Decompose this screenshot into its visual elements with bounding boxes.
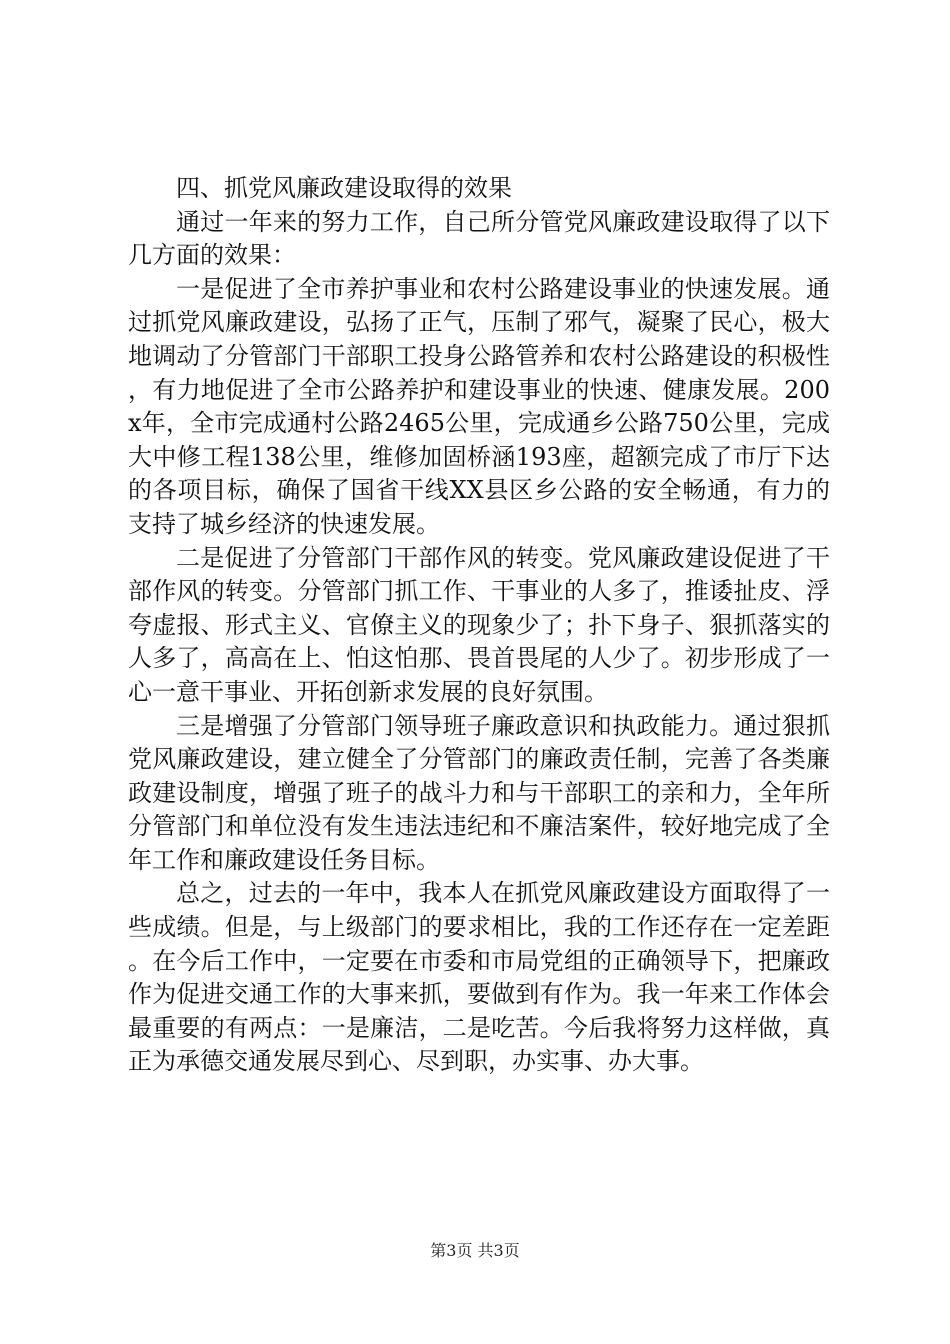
section-heading: 四、抓党风廉政建设取得的效果 bbox=[176, 174, 512, 202]
paragraph-conclusion: 总之，过去的一年中，我本人在抓党风廉政建设方面取得了一些成绩。但是，与上级部门的要求相比，我的工作还存在一定差距。在今后工作中，一定要在市委和市局党组的正确领导下，把廉政作为促进交通工作的大事来抓，要做到有作为。我一年来工作体会最重要的有两点：一是廉洁，二是吃苦。今后我将努力这样做，真正为承德交通发展尽到心、尽到职，办实事、办大事。 bbox=[128, 879, 830, 1076]
document-body bbox=[128, 172, 830, 1079]
page-number-footer: 第3页 共3页 bbox=[430, 1241, 520, 1260]
paragraph-intro: 通过一年来的努力工作，自己所分管党风廉政建设取得了以下几方面的效果： bbox=[128, 207, 830, 270]
paragraph-point-one: 一是促进了全市养护事业和农村公路建设事业的快速发展。通过抓党风廉政建设，弘扬了正气，压制了邪气，凝聚了民心，极大地调动了分管部门干部职工投身公路管养和农村公路建设的积极性，有力地促进了全市公路养护和建设事业的快速、健康发展。200x年，全市完成通村公路2465公里，完成通乡公路750公里，完成大中修工程138公里，维修加固桥涵193座，超额完成了市厅下达的各项目标，确保了国省干线XX县区乡公路的安全畅通，有力的支持了城乡经济的快速发展。 bbox=[128, 274, 830, 538]
paragraph-point-two: 二是促进了分管部门干部作风的转变。党风廉政建设促进了干部作风的转变。分管部门抓工作、干事业的人多了，推诿扯皮、浮夸虚报、形式主义、官僚主义的现象少了；扑下身子、狠抓落实的人多了，高高在上、怕这怕那、畏首畏尾的人少了。初步形成了一心一意干事业、开拓创新求发展的良好氛围。 bbox=[128, 543, 830, 706]
paragraph-point-three: 三是增强了分管部门领导班子廉政意识和执政能力。通过狠抓党风廉政建设，建立健全了分管部门的廉政责任制，完善了各类廉政建设制度，增强了班子的战斗力和与干部职工的亲和力，全年所分管部门和单位没有发生违法违纪和不廉洁案件，较好地完成了全年工作和廉政建设任务目标。 bbox=[128, 711, 830, 874]
